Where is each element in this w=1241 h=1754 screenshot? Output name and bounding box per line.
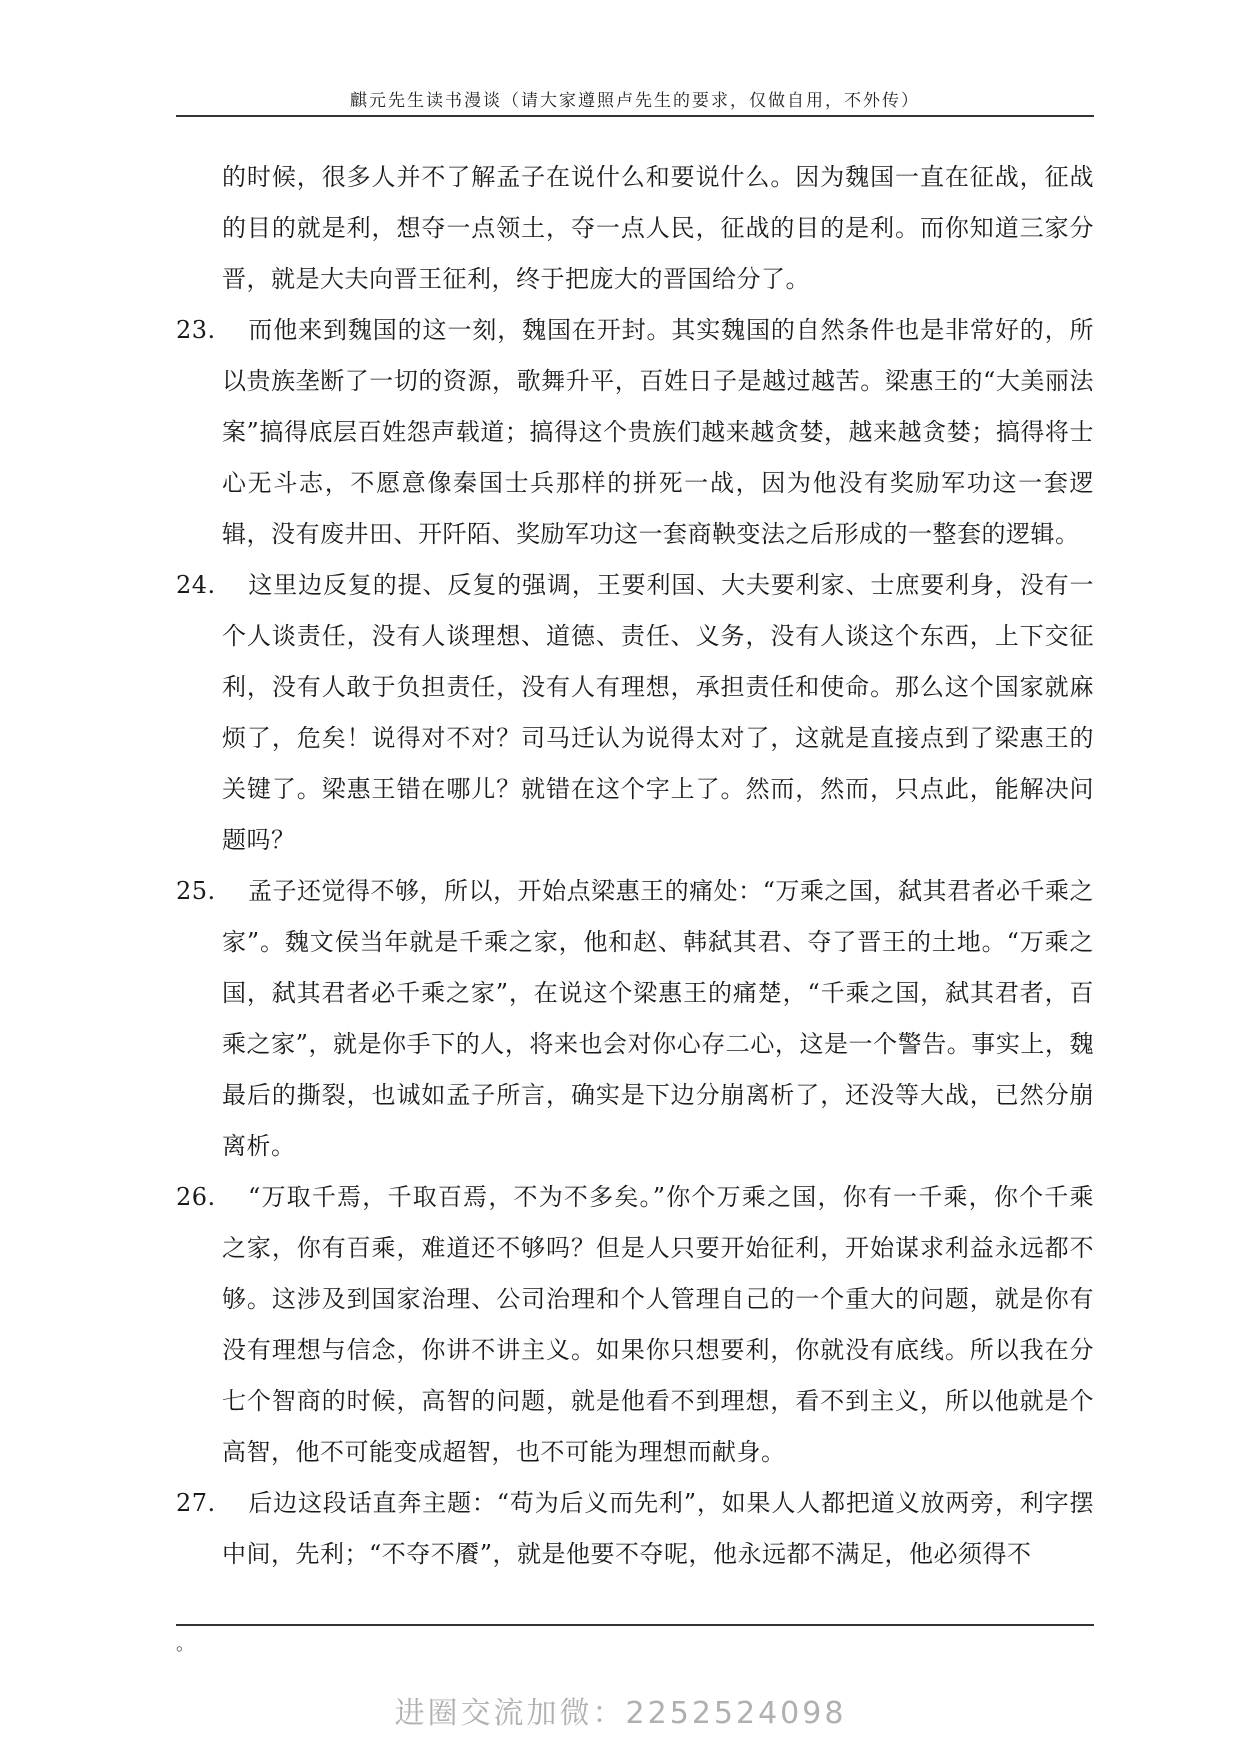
footnote-mark: 。	[176, 1634, 194, 1655]
paragraph-number: 26.	[176, 1183, 216, 1211]
paragraph-number: 27.	[176, 1489, 216, 1517]
page-header: 麒元先生读书漫谈（请大家遵照卢先生的要求，仅做自用，不外传）	[350, 91, 920, 111]
paragraph-text: 的时候，很多人并不了解孟子在说什么和要说什么。因为魏国一直在征战，征战的目的就是利，想夺一点领土，夺一点人民，征战的目的是利。而你知道三家分晋，就是大夫向晋王征利，终于把庞大的晋国给分了。	[222, 163, 1094, 293]
paragraph-23	[176, 305, 1094, 560]
paragraph-text: 而他来到魏国的这一刻，魏国在开封。其实魏国的自然条件也是非常好的，所以贵族垄断了一切的资源，歌舞升平，百姓日子是越过越苦。梁惠王的“大美丽法案”搞得底层百姓怨声载道；搞得这个贵族们越来越贪婪，越来越贪婪；搞得将士心无斗志，不愿意像秦国士兵那样的拼死一战，因为他没有奖励军功这一套逻辑，没有废井田、开阡陌、奖励军功这一套商鞅变法之后形成的一整套的逻辑。	[222, 316, 1094, 548]
paragraph-number: 25.	[176, 877, 216, 905]
paragraph-text: 这里边反复的提、反复的强调，王要利国、大夫要利家、士庶要利身，没有一个人谈责任，没有人谈理想、道德、责任、义务，没有人谈这个东西，上下交征利，没有人敢于负担责任，没有人有理想，承担责任和使命。那么这个国家就麻烦了，危矣！说得对不对？司马迁认为说得太对了，这就是直接点到了梁惠王的关键了。梁惠王错在哪儿？就错在这个字上了。然而，然而，只点此，能解决问题吗？	[222, 571, 1094, 854]
paragraph-number: 23.	[176, 316, 216, 344]
watermark: 进圈交流加微：2252524098	[394, 1696, 847, 1731]
paragraph-26	[176, 1172, 1094, 1478]
document-body	[176, 152, 1094, 1580]
paragraph-text: “万取千焉，千取百焉，不为不多矣。”你个万乘之国，你有一千乘，你个千乘之家，你有百乘，难道还不够吗？但是人只要开始征利，开始谋求利益永远都不够。这涉及到国家治理、公司治理和个人管理自己的一个重大的问题，就是你有没有理想与信念，你讲不讲主义。如果你只想要利，你就没有底线。所以我在分七个智商的时候，高智的问题，就是他看不到理想，看不到主义，所以他就是个高智，他不可能变成超智，也不可能为理想而献身。	[222, 1183, 1094, 1466]
paragraph-24	[176, 560, 1094, 866]
paragraph-text: 孟子还觉得不够，所以，开始点梁惠王的痛处：“万乘之国，弑其君者必千乘之家”。魏文侯当年就是千乘之家，他和赵、韩弑其君、夺了晋王的土地。“万乘之国，弑其君者必千乘之家”，在说这个梁惠王的痛楚，“千乘之国，弑其君者，百乘之家”，就是你手下的人，将来也会对你心存二心，这是一个警告。事实上，魏最后的撕裂，也诚如孟子所言，确实是下边分崩离析了，还没等大战，已然分崩离析。	[222, 877, 1094, 1160]
paragraph-27	[176, 1478, 1094, 1580]
paragraph-text: 后边这段话直奔主题：“苟为后义而先利”，如果人人都把道义放两旁，利字摆中间，先利；“不夺不餍”，就是他要不夺呢，他永远都不满足，他必须得不	[222, 1489, 1094, 1568]
paragraph-number: 24.	[176, 571, 216, 599]
footer-divider	[176, 1624, 1094, 1626]
paragraph-25	[176, 866, 1094, 1172]
header-divider	[176, 115, 1094, 117]
paragraph-continued	[176, 152, 1094, 305]
